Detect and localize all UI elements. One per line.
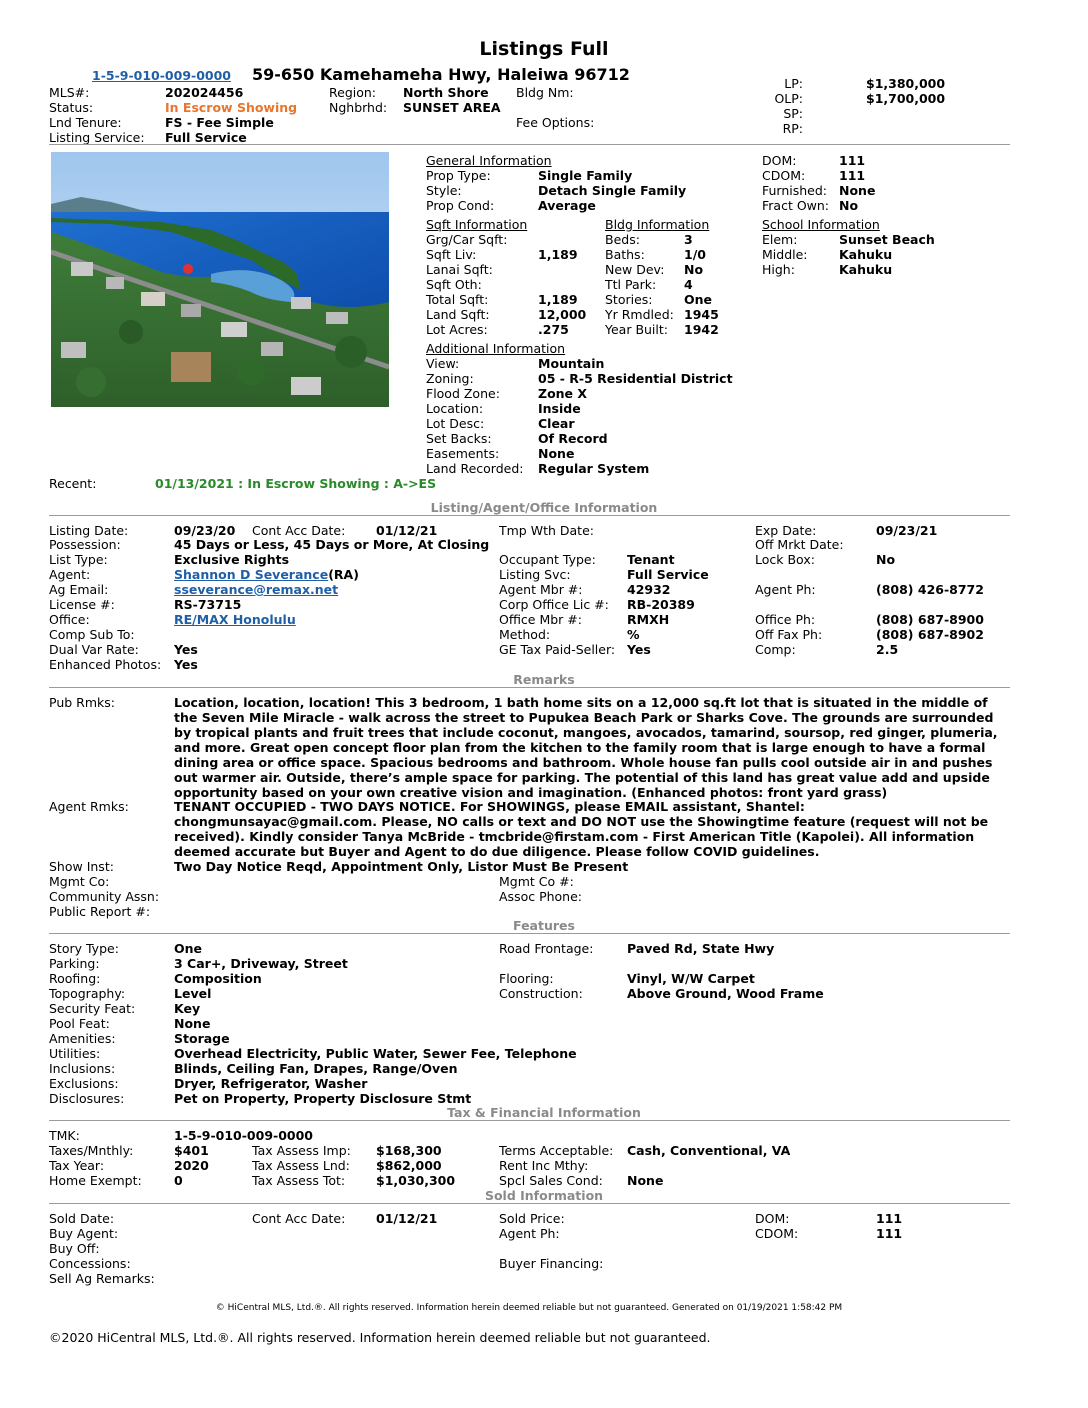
- taxes-mnthly-label: Taxes/Mnthly:: [49, 1143, 134, 1158]
- agent-suffix: (RA): [328, 567, 359, 582]
- show-inst-value: Two Day Notice Reqd, Appointment Only, Listor Must Be Present: [174, 859, 629, 874]
- home-exempt-value: 0: [174, 1173, 183, 1188]
- school-info-heading: School Information: [762, 217, 880, 232]
- office-label: Office:: [49, 612, 90, 627]
- location-label: Location:: [426, 401, 484, 416]
- agent-mbr-value: 42932: [627, 582, 671, 597]
- agent-ph-value: (808) 426-8772: [876, 582, 984, 597]
- features-section-title: Features: [513, 918, 575, 933]
- footer-small: © HiCentral MLS, Ltd.®. All rights reserved. Information herein deemed reliable but not guaranteed. Generated on 01/19/2021 1:58:42 PM: [215, 1303, 843, 1313]
- elem-label: Elem:: [762, 232, 798, 247]
- construction-label: Construction:: [499, 986, 583, 1001]
- listing-date-label: Listing Date:: [49, 523, 129, 538]
- recent-label: Recent:: [49, 476, 97, 491]
- mgmt-co-label: Mgmt Co:: [49, 874, 110, 889]
- prop-cond-label: Prop Cond:: [426, 198, 495, 213]
- tax-assess-lnd-value: $862,000: [376, 1158, 442, 1173]
- ag-email-label: Ag Email:: [49, 582, 109, 597]
- parking-value: 3 Car+, Driveway, Street: [174, 956, 348, 971]
- office-ph-label: Office Ph:: [755, 612, 816, 627]
- pub-rmks-label: Pub Rmks:: [49, 695, 115, 710]
- comp-label: Comp:: [755, 642, 796, 657]
- beds-label: Beds:: [605, 232, 640, 247]
- sqft-oth-label: Sqft Oth:: [426, 277, 482, 292]
- agent-mbr-label: Agent Mbr #:: [499, 582, 583, 597]
- easements-label: Easements:: [426, 446, 500, 461]
- mls-label: MLS#:: [49, 85, 90, 100]
- olp-value: $1,700,000: [866, 91, 946, 106]
- show-inst-label: Show Inst:: [49, 859, 114, 874]
- prop-type-value: Single Family: [538, 168, 633, 183]
- license-label: License #:: [49, 597, 115, 612]
- header-divider: [49, 144, 1010, 145]
- sell-ag-remarks-label: Sell Ag Remarks:: [49, 1271, 155, 1286]
- inclusions-value: Blinds, Ceiling Fan, Drapes, Range/Oven: [174, 1061, 458, 1076]
- fract-own-value: No: [839, 198, 859, 213]
- page-title: Listings Full: [479, 38, 609, 60]
- listing-date-value: 09/23/20: [174, 523, 236, 538]
- tax-assess-imp-value: $168,300: [376, 1143, 442, 1158]
- ge-tax-value: Yes: [627, 642, 651, 657]
- pool-feat-value: None: [174, 1016, 211, 1031]
- general-info-heading: General Information: [426, 153, 552, 168]
- sold-section-title: Sold Information: [484, 1188, 604, 1203]
- sqft-liv-value: 1,189: [538, 247, 578, 262]
- zoning-value: 05 - R-5 Residential District: [538, 371, 733, 386]
- rent-inc-label: Rent Inc Mthy:: [499, 1158, 589, 1173]
- sold-dom-value: 111: [876, 1211, 903, 1226]
- tmk-link[interactable]: 1-5-9-010-009-0000: [92, 68, 232, 83]
- method-value: %: [627, 627, 640, 642]
- cont-acc-date-value: 01/12/21: [376, 523, 438, 538]
- tenure-label: Lnd Tenure:: [49, 115, 122, 130]
- listing-divider: [49, 515, 1010, 516]
- lot-acres-value: .275: [538, 322, 569, 337]
- remarks-divider: [49, 687, 1010, 688]
- year-built-value: 1942: [684, 322, 719, 337]
- region-label: Region:: [329, 85, 377, 100]
- amenities-value: Storage: [174, 1031, 230, 1046]
- mgmt-co-no-label: Mgmt Co #:: [499, 874, 574, 889]
- land-recorded-value: Regular System: [538, 461, 650, 476]
- story-type-value: One: [174, 941, 203, 956]
- furnished-value: None: [839, 183, 876, 198]
- road-frontage-value: Paved Rd, State Hwy: [627, 941, 775, 956]
- pub-rmks-text: Location, location, location! This 3 bedroom, 1 bath home sits on a 12,000 sq.ft lot that is situated in the middle of the Seven Mile Miracle - walk across the street to Pupukea Beach Park or Sharks Cove. The grounds are surrounded by tropical plants and fruit trees that include coconut, mangoes, avocados, tamarind, soursop, red ginger, plumeria, and more. Great open concept floor plan from the kitchen to the family room that is large enough to have a formal dining area or office space. Spacious bedrooms and bathroom. Whole house fan pulls cool outside air in and pushes out warmer air. Outside, there’s ample space for parking. The potential of this land has great value add and upside opportunity based on your own creative vision and imagination. (Enhanced photos: front yard grass): [174, 695, 998, 800]
- sold-cont-acc-label: Cont Acc Date:: [252, 1211, 346, 1226]
- off-mrkt-date-label: Off Mrkt Date:: [755, 537, 844, 552]
- tax-section-title: Tax & Financial Information: [447, 1105, 641, 1120]
- topography-label: Topography:: [49, 986, 126, 1001]
- dual-var-rate-label: Dual Var Rate:: [49, 642, 139, 657]
- ttl-park-label: Ttl Park:: [605, 277, 657, 292]
- security-feat-label: Security Feat:: [49, 1001, 136, 1016]
- exp-date-label: Exp Date:: [755, 523, 817, 538]
- method-label: Method:: [499, 627, 551, 642]
- tax-assess-lnd-label: Tax Assess Lnd:: [252, 1158, 350, 1173]
- sold-dom-label: DOM:: [755, 1211, 790, 1226]
- dom-label: DOM:: [762, 153, 797, 168]
- new-dev-value: No: [684, 262, 704, 277]
- lock-box-value: No: [876, 552, 896, 567]
- property-address: 59-650 Kamehameha Hwy, Haleiwa 96712: [252, 65, 630, 84]
- status-value: In Escrow Showing: [165, 100, 298, 115]
- ttl-park-value: 4: [684, 277, 693, 292]
- exp-date-value: 09/23/21: [876, 523, 938, 538]
- sold-agent-ph-label: Agent Ph:: [499, 1226, 560, 1241]
- occupant-type-label: Occupant Type:: [499, 552, 596, 567]
- sold-divider: [49, 1203, 1010, 1204]
- cdom-label: CDOM:: [762, 168, 806, 183]
- remarks-section-title: Remarks: [513, 672, 575, 687]
- sold-cont-acc-value: 01/12/21: [376, 1211, 438, 1226]
- off-fax-ph-label: Off Fax Ph:: [755, 627, 823, 642]
- sqft-info-heading: Sqft Information: [426, 217, 528, 232]
- sp-label: SP:: [783, 106, 803, 121]
- prop-type-label: Prop Type:: [426, 168, 491, 183]
- comp-value: 2.5: [876, 642, 899, 657]
- spcl-sales-cond-value: None: [627, 1173, 664, 1188]
- agent-rmks-text: TENANT OCCUPIED - TWO DAYS NOTICE. For SHOWINGS, please EMAIL assistant, Shantel: chongmunsayac@gmail.com. Please, NO calls or text and DO NOT use the Showingtime feature (request will not be received). Kindly consider Tanya McBride - tmcbride@firstam.com - First American Title (Kapolei). All information deemed accurate but Buyer and Agent to do due diligence. Please follow COVID guidelines.: [174, 799, 989, 859]
- dom-value: 111: [839, 153, 866, 168]
- lp-value: $1,380,000: [866, 76, 946, 91]
- tax-year-value: 2020: [174, 1158, 209, 1173]
- amenities-label: Amenities:: [49, 1031, 116, 1046]
- office-mbr-value: RMXH: [627, 612, 670, 627]
- corp-office-lic-label: Corp Office Lic #:: [499, 597, 609, 612]
- year-built-label: Year Built:: [605, 322, 668, 337]
- tax-assess-imp-label: Tax Assess Imp:: [252, 1143, 351, 1158]
- stories-value: One: [684, 292, 713, 307]
- buy-off-label: Buy Off:: [49, 1241, 100, 1256]
- dual-var-rate-value: Yes: [174, 642, 198, 657]
- pool-feat-label: Pool Feat:: [49, 1016, 110, 1031]
- utilities-value: Overhead Electricity, Public Water, Sewer Fee, Telephone: [174, 1046, 577, 1061]
- roofing-label: Roofing:: [49, 971, 101, 986]
- prop-cond-value: Average: [538, 198, 596, 213]
- tenure-value: FS - Fee Simple: [165, 115, 274, 130]
- nghbrhd-value: SUNSET AREA: [403, 100, 501, 115]
- tmk-label: TMK:: [49, 1128, 80, 1143]
- disclosures-value: Pet on Property, Property Disclosure Stmt: [174, 1091, 472, 1106]
- grg-sqft-label: Grg/Car Sqft:: [426, 232, 508, 247]
- office-link[interactable]: RE/MAX Honolulu: [174, 612, 296, 627]
- ge-tax-label: GE Tax Paid-Seller:: [499, 642, 616, 657]
- listing-svc-value: Full Service: [627, 567, 709, 582]
- home-exempt-label: Home Exempt:: [49, 1173, 142, 1188]
- baths-label: Baths:: [605, 247, 645, 262]
- disclosures-label: Disclosures:: [49, 1091, 125, 1106]
- office-ph-value: (808) 687-8900: [876, 612, 984, 627]
- terms-acceptable-label: Terms Acceptable:: [499, 1143, 614, 1158]
- agent-rmks-label: Agent Rmks:: [49, 799, 129, 814]
- land-recorded-label: Land Recorded:: [426, 461, 524, 476]
- spcl-sales-cond-label: Spcl Sales Cond:: [499, 1173, 603, 1188]
- flooring-label: Flooring:: [499, 971, 554, 986]
- assoc-phone-label: Assoc Phone:: [499, 889, 583, 904]
- lot-desc-label: Lot Desc:: [426, 416, 485, 431]
- flood-zone-label: Flood Zone:: [426, 386, 500, 401]
- road-frontage-label: Road Frontage:: [499, 941, 594, 956]
- lot-acres-label: Lot Acres:: [426, 322, 488, 337]
- buyer-financing-label: Buyer Financing:: [499, 1256, 604, 1271]
- agent-ph-label: Agent Ph:: [755, 582, 816, 597]
- view-value: Mountain: [538, 356, 605, 371]
- footer-large: ©2020 HiCentral MLS, Ltd.®. All rights reserved. Information herein deemed reliable but not guaranteed.: [49, 1330, 711, 1345]
- middle-label: Middle:: [762, 247, 808, 262]
- community-assn-label: Community Assn:: [49, 889, 160, 904]
- middle-value: Kahuku: [839, 247, 893, 262]
- easements-value: None: [538, 446, 575, 461]
- service-label: Listing Service:: [49, 130, 145, 145]
- agent-link[interactable]: Shannon D Severance: [174, 567, 329, 582]
- yr-rmdled-value: 1945: [684, 307, 719, 322]
- tmp-wth-date-label: Tmp Wth Date:: [499, 523, 594, 538]
- region-value: North Shore: [403, 85, 489, 100]
- lp-label: LP:: [784, 76, 803, 91]
- listing-svc-label: Listing Svc:: [499, 567, 571, 582]
- taxes-mnthly-value: $401: [174, 1143, 209, 1158]
- exclusions-value: Dryer, Refrigerator, Washer: [174, 1076, 368, 1091]
- features-divider: [49, 933, 1010, 934]
- high-value: Kahuku: [839, 262, 893, 277]
- enhanced-photos-value: Yes: [174, 657, 198, 672]
- location-value: Inside: [538, 401, 581, 416]
- yr-rmdled-label: Yr Rmdled:: [605, 307, 674, 322]
- total-sqft-value: 1,189: [538, 292, 578, 307]
- fract-own-label: Fract Own:: [762, 198, 830, 213]
- security-feat-value: Key: [174, 1001, 201, 1016]
- stories-label: Stories:: [605, 292, 653, 307]
- construction-value: Above Ground, Wood Frame: [627, 986, 824, 1001]
- set-backs-label: Set Backs:: [426, 431, 492, 446]
- land-sqft-label: Land Sqft:: [426, 307, 490, 322]
- parking-label: Parking:: [49, 956, 100, 971]
- bldg-name-label: Bldg Nm:: [516, 85, 574, 100]
- lanai-sqft-label: Lanai Sqft:: [426, 262, 493, 277]
- topography-value: Level: [174, 986, 212, 1001]
- agent-label: Agent:: [49, 567, 91, 582]
- bldg-info-heading: Bldg Information: [605, 217, 710, 232]
- fee-options-label: Fee Options:: [516, 115, 595, 130]
- baths-value: 1/0: [684, 247, 706, 262]
- rp-label: RP:: [782, 121, 803, 136]
- service-value: Full Service: [165, 130, 247, 145]
- furnished-label: Furnished:: [762, 183, 828, 198]
- view-label: View:: [426, 356, 460, 371]
- ag-email-link[interactable]: sseverance@remax.net: [174, 582, 339, 597]
- mls-value: 202024456: [165, 85, 244, 100]
- additional-info-heading: Additional Information: [426, 341, 566, 356]
- style-label: Style:: [426, 183, 462, 198]
- high-label: High:: [762, 262, 795, 277]
- beds-value: 3: [684, 232, 693, 247]
- public-report-label: Public Report #:: [49, 904, 151, 919]
- agent-value: [174, 567, 359, 582]
- utilities-label: Utilities:: [49, 1046, 101, 1061]
- set-backs-value: Of Record: [538, 431, 608, 446]
- style-value: Detach Single Family: [538, 183, 687, 198]
- aerial-image: [51, 152, 389, 407]
- corp-office-lic-value: RB-20389: [627, 597, 695, 612]
- terms-acceptable-value: Cash, Conventional, VA: [627, 1143, 791, 1158]
- possession-value: 45 Days or Less, 45 Days or More, At Closing: [174, 537, 490, 552]
- flooring-value: Vinyl, W/W Carpet: [627, 971, 755, 986]
- possession-label: Possession:: [49, 537, 121, 552]
- concessions-label: Concessions:: [49, 1256, 131, 1271]
- tmk-value: 1-5-9-010-009-0000: [174, 1128, 314, 1143]
- recent-value: 01/13/2021 : In Escrow Showing : A->ES: [155, 476, 437, 491]
- land-sqft-value: 12,000: [538, 307, 587, 322]
- olp-label: OLP:: [774, 91, 803, 106]
- lock-box-label: Lock Box:: [755, 552, 815, 567]
- flood-zone-value: Zone X: [538, 386, 588, 401]
- story-type-label: Story Type:: [49, 941, 119, 956]
- sold-cdom-label: CDOM:: [755, 1226, 799, 1241]
- total-sqft-label: Total Sqft:: [426, 292, 489, 307]
- property-photo[interactable]: [51, 152, 389, 407]
- roofing-value: Composition: [174, 971, 262, 986]
- sold-price-label: Sold Price:: [499, 1211, 565, 1226]
- sold-date-label: Sold Date:: [49, 1211, 115, 1226]
- new-dev-label: New Dev:: [605, 262, 665, 277]
- lot-desc-value: Clear: [538, 416, 575, 431]
- occupant-type-value: Tenant: [627, 552, 675, 567]
- license-value: RS-73715: [174, 597, 242, 612]
- list-type-label: List Type:: [49, 552, 108, 567]
- nghbrhd-label: Nghbrhd:: [329, 100, 388, 115]
- sqft-liv-label: Sqft Liv:: [426, 247, 477, 262]
- tax-divider: [49, 1120, 1010, 1121]
- tax-year-label: Tax Year:: [49, 1158, 105, 1173]
- enhanced-photos-label: Enhanced Photos:: [49, 657, 162, 672]
- listing-section-title: Listing/Agent/Office Information: [430, 500, 658, 515]
- list-type-value: Exclusive Rights: [174, 552, 290, 567]
- inclusions-label: Inclusions:: [49, 1061, 116, 1076]
- cont-acc-date-label: Cont Acc Date:: [252, 523, 346, 538]
- office-mbr-label: Office Mbr #:: [499, 612, 582, 627]
- status-label: Status:: [49, 100, 94, 115]
- comp-sub-to-label: Comp Sub To:: [49, 627, 135, 642]
- zoning-label: Zoning:: [426, 371, 474, 386]
- cdom-value: 111: [839, 168, 866, 183]
- off-fax-ph-value: (808) 687-8902: [876, 627, 984, 642]
- buy-agent-label: Buy Agent:: [49, 1226, 119, 1241]
- elem-value: Sunset Beach: [839, 232, 935, 247]
- tax-assess-tot-value: $1,030,300: [376, 1173, 456, 1188]
- exclusions-label: Exclusions:: [49, 1076, 119, 1091]
- sold-cdom-value: 111: [876, 1226, 903, 1241]
- tax-assess-tot-label: Tax Assess Tot:: [252, 1173, 346, 1188]
